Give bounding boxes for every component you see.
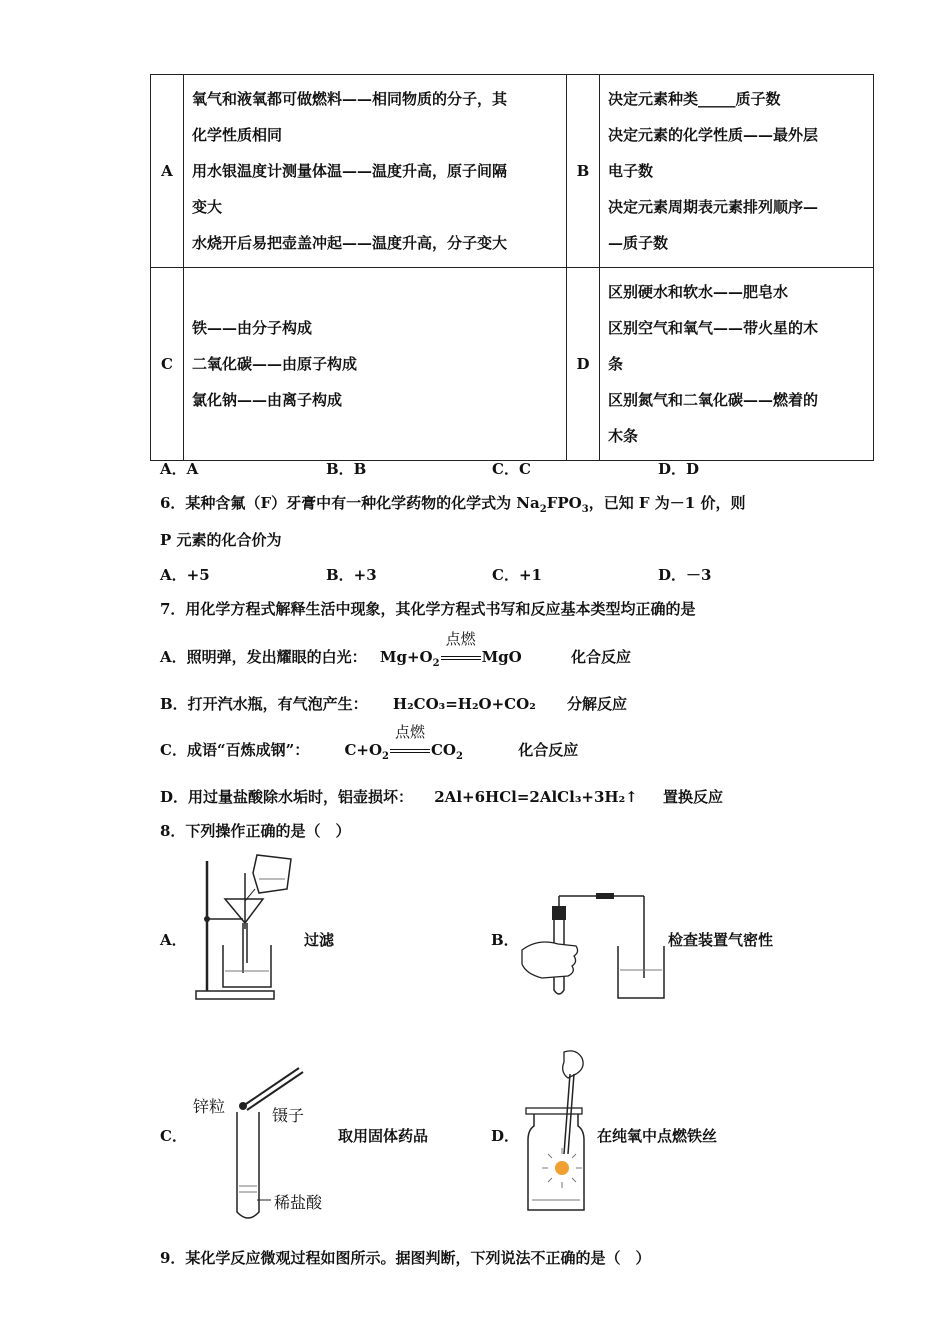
q5-cell-label-c: C [151, 268, 184, 461]
q7-a-equation [379, 630, 522, 669]
q7-a-condition: 点燃 [445, 630, 476, 648]
q6-sub1: 2 [539, 504, 547, 515]
q8-option-d-caption: 在纯氧中点燃铁丝 [597, 1127, 718, 1145]
q5-c-line: 氯化钠——由离子构成 [192, 391, 343, 409]
q7-c-condition: 点燃 [394, 723, 425, 741]
tweezers-label: 镊子 [272, 1106, 305, 1125]
q5-cell-label-d: D [567, 268, 600, 461]
q6-option-d[interactable]: D．－3 [658, 566, 712, 584]
airtightness-apparatus-icon [518, 890, 668, 1002]
q7-b-equation: H₂CO₃=H₂O+CO₂ [392, 695, 536, 713]
acid-label: 稀盐酸 [274, 1193, 323, 1212]
q5-option-d[interactable]: D．D [658, 460, 700, 478]
q7-a-rhs: MgO [481, 648, 522, 666]
zinc-label: 锌粒 [193, 1097, 226, 1116]
iron-wire-oxygen-apparatus-icon [524, 1044, 594, 1216]
q5-a-line: 化学性质相同 [192, 126, 283, 144]
q6-stem-mid: FPO [546, 494, 582, 512]
q7-d-type: 置换反应 [662, 788, 723, 806]
q8-option-c-caption: 取用固体药品 [338, 1127, 429, 1145]
q5-cell-c [184, 268, 567, 461]
q7-c-type: 化合反应 [518, 741, 579, 759]
q7-c-rhs: CO [430, 741, 456, 759]
q5-table [150, 74, 874, 461]
q5-cell-d [600, 268, 874, 461]
q5-a-line: 水烧开后易把壶盖冲起——温度升高，分子变大 [192, 234, 508, 252]
q7-option-c[interactable] [160, 723, 579, 762]
q8-option-a-letter[interactable]: A． [160, 931, 187, 949]
q7-a-type: 化合反应 [570, 648, 631, 666]
q5-c-line: 铁——由分子构成 [192, 319, 313, 337]
q5-d-line: 区别氮气和二氧化碳——燃着的 [608, 391, 819, 409]
equals-sign-icon [441, 656, 481, 660]
q5-cell-label-b: B [567, 75, 600, 268]
q7-b-desc: B．打开汽水瓶，有气泡产生： [160, 695, 368, 713]
q7-c-equation [344, 723, 463, 762]
q5-cell-label-a: A [151, 75, 184, 268]
q7-c-rhs-sub: 2 [456, 751, 463, 762]
q5-a-line: 氧气和液氧都可做燃料——相同物质的分子，其 [192, 90, 508, 108]
q5-c-line: 二氧化碳——由原子构成 [192, 355, 358, 373]
q8-option-c-letter[interactable]: C． [160, 1127, 187, 1145]
q7-option-b[interactable] [160, 693, 627, 714]
q5-d-line: 条 [608, 355, 624, 373]
q5-b-line: 电子数 [608, 162, 654, 180]
q8-option-b-caption: 检查装置气密性 [668, 931, 774, 949]
q5-b-line: —质子数 [608, 234, 669, 252]
q8-stem: 8．下列操作正确的是（ ） [160, 822, 351, 840]
q6-option-b[interactable]: B．+3 [326, 566, 377, 584]
q8-option-b-letter[interactable]: B． [491, 931, 519, 949]
q5-a-line: 变大 [192, 198, 223, 216]
q6-stem [160, 492, 745, 515]
q6-option-c[interactable]: C．+1 [492, 566, 542, 584]
q7-option-d[interactable] [160, 786, 723, 807]
q7-c-lhs-sub: 2 [382, 751, 389, 762]
q7-d-equation: 2Al+6HCl=2AlCl₃+3H₂↑ [434, 788, 638, 806]
q5-b-line: 决定元素种类_____质子数 [608, 90, 781, 108]
q5-cell-b [600, 75, 874, 268]
q5-cell-a [184, 75, 567, 268]
q5-a-line: 用水银温度计测量体温——温度升高，原子间隔 [192, 162, 508, 180]
q7-c-lhs: C+O [344, 741, 383, 759]
q7-a-lhs: Mg+O [379, 648, 433, 666]
q6-option-a[interactable]: A．+5 [160, 566, 210, 584]
q6-stem-post: ，已知 F 为－1 价，则 [588, 494, 746, 512]
q5-row-2 [151, 268, 874, 461]
q8-option-a-caption: 过滤 [304, 931, 335, 949]
q9-stem: 9．某化学反应微观过程如图所示。据图判断，下列说法不正确的是（ ） [160, 1249, 651, 1267]
q5-option-a[interactable]: A．A [160, 460, 199, 478]
q7-option-a[interactable] [160, 630, 631, 669]
equals-sign-icon [390, 749, 430, 753]
q5-b-line: 决定元素的化学性质——最外层 [608, 126, 819, 144]
q7-b-type: 分解反应 [567, 695, 628, 713]
q5-d-line: 区别空气和氧气——带火星的木 [608, 319, 819, 337]
q7-c-desc: C．成语“百炼成钢”： [160, 741, 310, 759]
q6-stem-line2: P 元素的化合价为 [160, 531, 282, 549]
filtration-apparatus-icon [193, 853, 308, 1003]
q6-stem-pre: 6．某种含氟（F）牙膏中有一种化学药物的化学式为 Na [160, 494, 540, 512]
q7-a-desc: A．照明弹，发出耀眼的白光： [160, 648, 367, 666]
q7-d-desc: D．用过量盐酸除水垢时，铝壶损坏： [160, 788, 414, 806]
q6-sub2: 3 [581, 504, 589, 515]
q8-option-d-letter[interactable]: D． [491, 1127, 520, 1145]
q5-d-line: 区别硬水和软水——肥皂水 [608, 283, 789, 301]
q5-row-1 [151, 75, 874, 268]
q7-stem: 7．用化学方程式解释生活中现象，其化学方程式书写和反应基本类型均正确的是 [160, 600, 696, 618]
q7-a-lhs-sub: 2 [432, 658, 440, 669]
q5-b-line: 决定元素周期表元素排列顺序— [608, 198, 819, 216]
q5-option-c[interactable]: C．C [492, 460, 531, 478]
q5-option-b[interactable]: B．B [326, 460, 367, 478]
q5-d-line: 木条 [608, 427, 639, 445]
